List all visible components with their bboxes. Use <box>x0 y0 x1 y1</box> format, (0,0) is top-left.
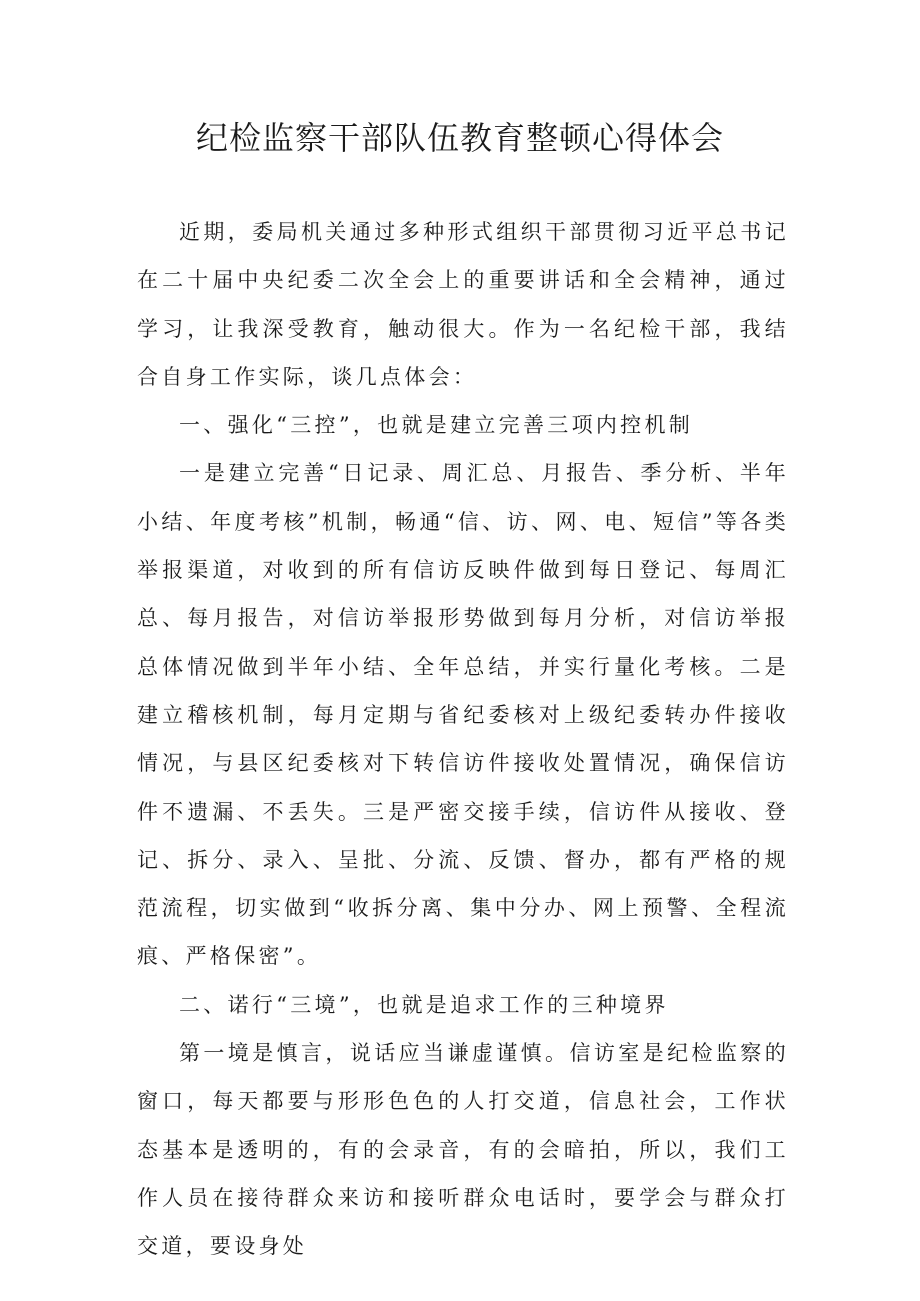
paragraph-intro: 近期，委局机关通过多种形式组织干部贯彻习近平总书记在二十届中央纪委二次全会上的重要讲话和全会精神，通过学习，让我深受教育，触动很大。作为一名纪检干部，我结合自身工作实际，谈几点体会： <box>137 220 789 389</box>
document-title: 纪检监察干部队伍教育整顿心得体会 <box>195 119 724 157</box>
document-body <box>137 208 789 1271</box>
paragraph-section-2: 第一境是慎言，说话应当谦虚谨慎。信访室是纪检监察的窗口，每天都要与形形色色的人打交道，信息社会，工作状态基本是透明的，有的会录音，有的会暗拍，所以，我们工作人员在接待群众来访和接听群众电话时，要学会与群众打交道，要设身处 <box>137 1041 789 1259</box>
paragraph-section-1: 一是建立完善“日记录、周汇总、月报告、季分析、半年小结、年度考核”机制，畅通“信、访、网、电、短信”等各类举报渠道，对收到的所有信访反映件做到每日登记、每周汇总、每月报告，对信访举报形势做到每月分析，对信访举报总体情况做到半年小结、全年总结，并实行量化考核。二是建立稽核机制，每月定期与省纪委核对上级纪委转办件接收情况，与县区纪委核对下转信访件接收处置情况，确保信访件不遗漏、不丢失。三是严密交接手续，信访件从接收、登记、拆分、录入、呈批、分流、反馈、督办，都有严格的规范流程，切实做到“收拆分离、集中分办、网上预警、全程流痕、严格保密”。 <box>137 461 789 969</box>
section-heading-1: 一、强化“三控”，也就是建立完善三项内控机制 <box>179 413 694 438</box>
section-heading-2: 二、诺行“三境”，也就是追求工作的三种境界 <box>179 992 669 1017</box>
